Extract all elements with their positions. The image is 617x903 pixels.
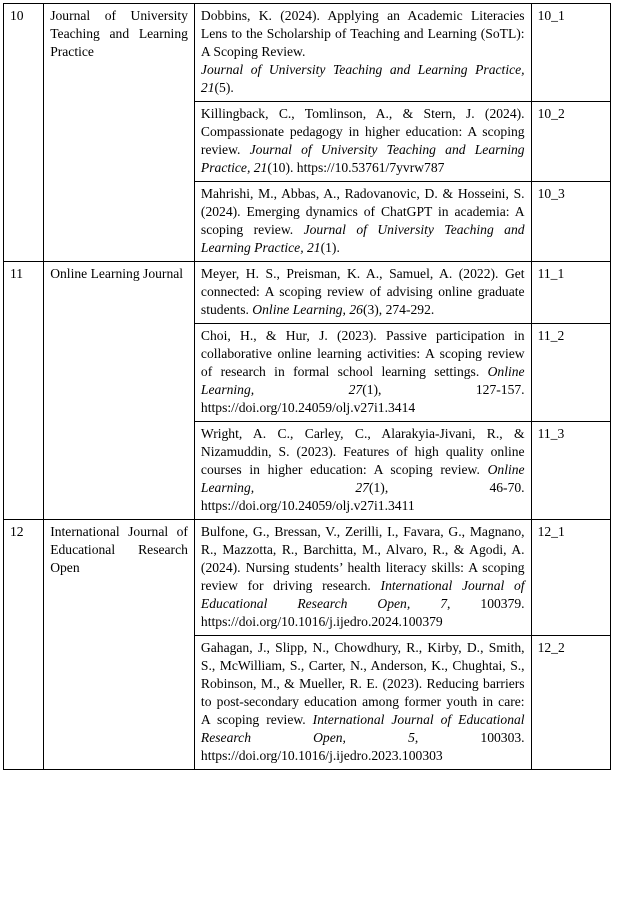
citation-tail: (5).	[214, 80, 234, 95]
citation-text: Dobbins, K. (2024). Applying an Academic Literacies Lens to the Scholarship of Teaching and Learning (SoTL): A Scoping Review.	[200, 8, 525, 59]
citation-tail: (1), 46-70. https://doi.org/10.24059/olj.v27i1.3411	[200, 480, 525, 513]
citation-text: Mahrishi, M., Abbas, A., Radovanovic, D. & Hosseini, S. (2024). Emerging dynamics of ChatGPT in academia: A scoping review.	[200, 186, 525, 237]
reference-citation	[194, 636, 531, 770]
reference-code: 10_3	[531, 182, 610, 262]
reference-code: 10_2	[531, 102, 610, 182]
references-table	[3, 3, 611, 770]
journal-name: Journal of University Teaching and Learning Practice	[44, 4, 195, 262]
journal-number: 10	[4, 4, 44, 262]
citation-source: Journal of University Teaching and Learning Practice, 21	[200, 62, 525, 95]
reference-citation	[194, 324, 531, 422]
reference-citation	[194, 422, 531, 520]
table-row	[4, 520, 611, 636]
citation-source: Journal of University Teaching and Learning Practice, 21	[200, 222, 525, 255]
citation-tail: (1).	[320, 240, 340, 255]
reference-code: 12_1	[531, 520, 610, 636]
citation-tail: , 100303. https://doi.org/10.1016/j.ijedro.2023.100303	[200, 730, 525, 763]
reference-citation	[194, 102, 531, 182]
journal-name: Online Learning Journal	[44, 262, 195, 520]
citation-text: Meyer, H. S., Preisman, K. A., Samuel, A. (2022). Get connected: A scoping review of advising online graduate students.	[200, 266, 525, 317]
reference-code: 11_1	[531, 262, 610, 324]
citation-text: Bulfone, G., Bressan, V., Zerilli, I., Favara, G., Magnano, R., Mazzotta, R., Barchitta, M., Alvaro, R., & Agodi, A. (2024). Nursing students’ health literacy skills: A scoping review for driving research.	[200, 524, 525, 593]
citation-source: Online Learning, 26	[252, 302, 363, 317]
citation-source: Online Learning, 27	[200, 462, 525, 495]
citation-text: Choi, H., & Hur, J. (2023). Passive participation in collaborative online learning activities: A scoping review of research in formal school learning settings.	[200, 328, 525, 379]
citation-tail: , 100379. https://doi.org/10.1016/j.ijedro.2024.100379	[200, 596, 525, 629]
citation-text: Killingback, C., Tomlinson, A., & Stern, J. (2024). Compassionate pedagogy in higher education: A scoping review.	[200, 106, 525, 157]
reference-citation	[194, 262, 531, 324]
journal-number: 11	[4, 262, 44, 520]
citation-text: Gahagan, J., Slipp, N., Chowdhury, R., Kirby, D., Smith, S., McWilliam, S., Carter, N., Anderson, K., Chughtai, S., Robinson, M., & Mueller, R. E. (2023). Reducing barriers to post-secondary education among former youth in care: A scoping review.	[200, 640, 525, 727]
citation-source: Online Learning, 27	[200, 364, 525, 397]
journal-number: 12	[4, 520, 44, 770]
citation-source: International Journal of Educational Research Open, 5	[200, 712, 525, 745]
reference-code: 10_1	[531, 4, 610, 102]
citation-source: Journal of University Teaching and Learning Practice, 21	[200, 142, 525, 175]
reference-code: 12_2	[531, 636, 610, 770]
citation-text: Wright, A. C., Carley, C., Alarakyia-Jivani, R., & Nizamuddin, S. (2023). Features of high quality online courses in higher education: A scoping review.	[200, 426, 525, 477]
reference-code: 11_3	[531, 422, 610, 520]
reference-code: 11_2	[531, 324, 610, 422]
document-page	[3, 3, 611, 770]
table-row	[4, 4, 611, 102]
table-row	[4, 262, 611, 324]
citation-tail: (10). https://10.53761/7yvrw787	[267, 160, 445, 175]
citation-source: International Journal of Educational Research Open, 7	[200, 578, 525, 611]
reference-citation	[194, 520, 531, 636]
citation-tail: (1), 127-157. https://doi.org/10.24059/olj.v27i1.3414	[200, 382, 525, 415]
reference-citation	[194, 182, 531, 262]
citation-tail: (3), 274-292.	[362, 302, 435, 317]
journal-name: International Journal of Educational Research Open	[44, 520, 195, 770]
reference-citation	[194, 4, 531, 102]
